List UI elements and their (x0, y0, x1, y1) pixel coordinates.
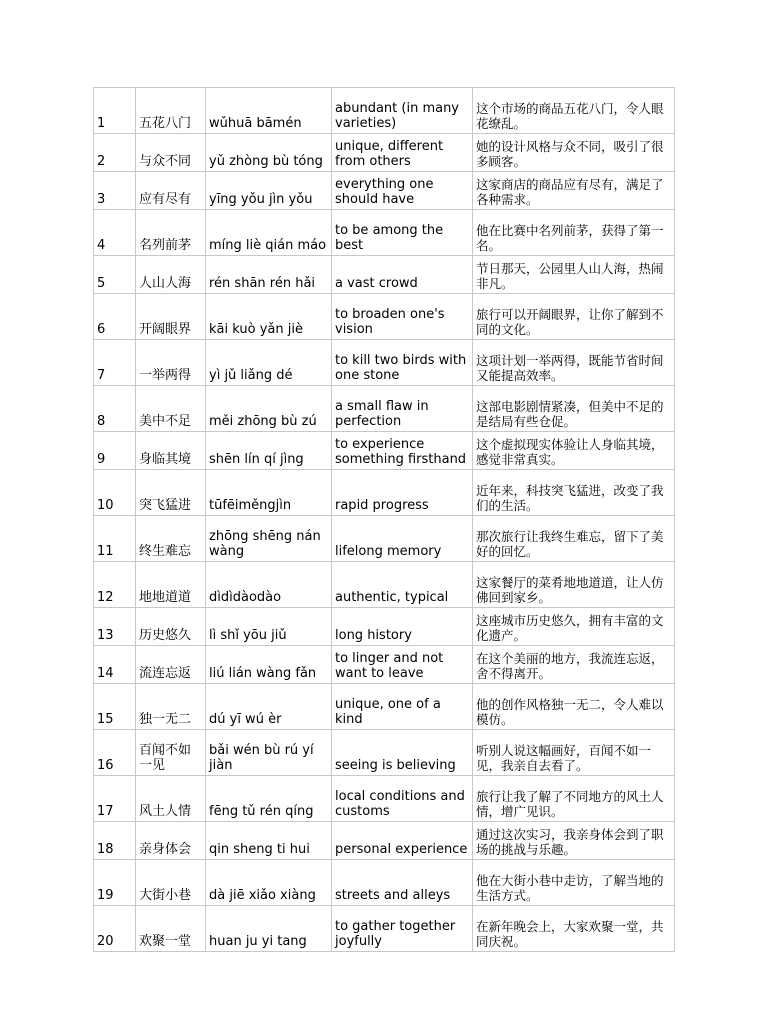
example-sentence-cell: 这家商店的商品应有尽有，满足了各种需求。 (473, 172, 675, 210)
idiom-cell: 风土人情 (136, 776, 206, 822)
english-meaning-cell: a vast crowd (332, 256, 473, 294)
english-meaning-cell: to experience something firsthand (332, 432, 473, 470)
table-row (94, 432, 675, 470)
idiom-table-container (93, 87, 675, 952)
example-sentence-cell: 听别人说这幅画好，百闻不如一见，我亲自去看了。 (473, 730, 675, 776)
row-number: 16 (94, 730, 136, 776)
row-number: 17 (94, 776, 136, 822)
english-meaning-cell: to kill two birds with one stone (332, 340, 473, 386)
row-number: 11 (94, 516, 136, 562)
english-meaning-cell: a small flaw in perfection (332, 386, 473, 432)
idiom-cell: 美中不足 (136, 386, 206, 432)
row-number: 19 (94, 860, 136, 906)
pinyin-cell: rén shān rén hǎi (206, 256, 332, 294)
pinyin-cell: tūfēiměngjìn (206, 470, 332, 516)
table-row (94, 822, 675, 860)
pinyin-cell: yǔ zhòng bù tóng (206, 134, 332, 172)
table-row (94, 172, 675, 210)
table-row (94, 386, 675, 432)
example-sentence-cell: 这个虚拟现实体验让人身临其境，感觉非常真实。 (473, 432, 675, 470)
idiom-cell: 流连忘返 (136, 646, 206, 684)
example-sentence-cell: 这座城市历史悠久，拥有丰富的文化遗产。 (473, 608, 675, 646)
example-sentence-cell: 在新年晚会上，大家欢聚一堂，共同庆祝。 (473, 906, 675, 952)
table-row (94, 210, 675, 256)
idiom-table-body (94, 88, 675, 952)
pinyin-cell: dú yī wú èr (206, 684, 332, 730)
idiom-cell: 开阔眼界 (136, 294, 206, 340)
row-number: 3 (94, 172, 136, 210)
row-number: 4 (94, 210, 136, 256)
idiom-cell: 终生难忘 (136, 516, 206, 562)
example-sentence-cell: 他在大街小巷中走访，了解当地的生活方式。 (473, 860, 675, 906)
idiom-table (93, 87, 675, 952)
row-number: 14 (94, 646, 136, 684)
example-sentence-cell: 那次旅行让我终生难忘，留下了美好的回忆。 (473, 516, 675, 562)
pinyin-cell: zhōng shēng nán wàng (206, 516, 332, 562)
example-sentence-cell: 旅行可以开阔眼界，让你了解到不同的文化。 (473, 294, 675, 340)
row-number: 7 (94, 340, 136, 386)
table-row (94, 860, 675, 906)
example-sentence-cell: 这个市场的商品五花八门，令人眼花缭乱。 (473, 88, 675, 134)
row-number: 6 (94, 294, 136, 340)
example-sentence-cell: 这项计划一举两得，既能节省时间又能提高效率。 (473, 340, 675, 386)
table-row (94, 776, 675, 822)
idiom-cell: 身临其境 (136, 432, 206, 470)
idiom-cell: 一举两得 (136, 340, 206, 386)
example-sentence-cell: 通过这次实习，我亲身体会到了职场的挑战与乐趣。 (473, 822, 675, 860)
row-number: 8 (94, 386, 136, 432)
english-meaning-cell: seeing is believing (332, 730, 473, 776)
pinyin-cell: fēng tǔ rén qíng (206, 776, 332, 822)
idiom-cell: 历史悠久 (136, 608, 206, 646)
row-number: 10 (94, 470, 136, 516)
english-meaning-cell: authentic, typical (332, 562, 473, 608)
english-meaning-cell: to gather together joyfully (332, 906, 473, 952)
table-row (94, 608, 675, 646)
english-meaning-cell: everything one should have (332, 172, 473, 210)
english-meaning-cell: abundant (in many varieties) (332, 88, 473, 134)
idiom-cell: 亲身体会 (136, 822, 206, 860)
row-number: 13 (94, 608, 136, 646)
pinyin-cell: míng liè qián máo (206, 210, 332, 256)
idiom-cell: 五花八门 (136, 88, 206, 134)
table-row (94, 730, 675, 776)
example-sentence-cell: 节日那天，公园里人山人海，热闹非凡。 (473, 256, 675, 294)
row-number: 15 (94, 684, 136, 730)
english-meaning-cell: rapid progress (332, 470, 473, 516)
pinyin-cell: shēn lín qí jìng (206, 432, 332, 470)
english-meaning-cell: streets and alleys (332, 860, 473, 906)
table-row (94, 256, 675, 294)
english-meaning-cell: long history (332, 608, 473, 646)
example-sentence-cell: 他的创作风格独一无二，令人难以模仿。 (473, 684, 675, 730)
table-row (94, 294, 675, 340)
table-row (94, 134, 675, 172)
pinyin-cell: dà jiē xiǎo xiàng (206, 860, 332, 906)
example-sentence-cell: 在这个美丽的地方，我流连忘返，舍不得离开。 (473, 646, 675, 684)
pinyin-cell: huan ju yi tang (206, 906, 332, 952)
english-meaning-cell: to be among the best (332, 210, 473, 256)
idiom-cell: 大街小巷 (136, 860, 206, 906)
english-meaning-cell: lifelong memory (332, 516, 473, 562)
idiom-cell: 独一无二 (136, 684, 206, 730)
row-number: 18 (94, 822, 136, 860)
pinyin-cell: dìdìdàodào (206, 562, 332, 608)
pinyin-cell: yīng yǒu jìn yǒu (206, 172, 332, 210)
table-row (94, 684, 675, 730)
example-sentence-cell: 她的设计风格与众不同，吸引了很多顾客。 (473, 134, 675, 172)
idiom-cell: 突飞猛进 (136, 470, 206, 516)
english-meaning-cell: personal experience (332, 822, 473, 860)
example-sentence-cell: 这部电影剧情紧凑，但美中不足的是结局有些仓促。 (473, 386, 675, 432)
example-sentence-cell: 他在比赛中名列前茅，获得了第一名。 (473, 210, 675, 256)
pinyin-cell: yì jǔ liǎng dé (206, 340, 332, 386)
pinyin-cell: bǎi wén bù rú yí jiàn (206, 730, 332, 776)
idiom-cell: 欢聚一堂 (136, 906, 206, 952)
idiom-cell: 人山人海 (136, 256, 206, 294)
row-number: 5 (94, 256, 136, 294)
pinyin-cell: qin sheng ti hui (206, 822, 332, 860)
english-meaning-cell: unique, one of a kind (332, 684, 473, 730)
pinyin-cell: kāi kuò yǎn jiè (206, 294, 332, 340)
english-meaning-cell: to broaden one's vision (332, 294, 473, 340)
table-row (94, 340, 675, 386)
row-number: 9 (94, 432, 136, 470)
table-row (94, 516, 675, 562)
table-row (94, 906, 675, 952)
example-sentence-cell: 近年来，科技突飞猛进，改变了我们的生活。 (473, 470, 675, 516)
row-number: 20 (94, 906, 136, 952)
table-row (94, 470, 675, 516)
row-number: 12 (94, 562, 136, 608)
pinyin-cell: wǔhuā bāmén (206, 88, 332, 134)
example-sentence-cell: 旅行让我了解了不同地方的风土人情，增广见识。 (473, 776, 675, 822)
idiom-cell: 地地道道 (136, 562, 206, 608)
example-sentence-cell: 这家餐厅的菜肴地地道道，让人仿佛回到家乡。 (473, 562, 675, 608)
pinyin-cell: liú lián wàng fǎn (206, 646, 332, 684)
english-meaning-cell: to linger and not want to leave (332, 646, 473, 684)
english-meaning-cell: unique, different from others (332, 134, 473, 172)
pinyin-cell: lì shǐ yōu jiǔ (206, 608, 332, 646)
idiom-cell: 百闻不如一见 (136, 730, 206, 776)
row-number: 2 (94, 134, 136, 172)
pinyin-cell: měi zhōng bù zú (206, 386, 332, 432)
row-number: 1 (94, 88, 136, 134)
table-row (94, 646, 675, 684)
idiom-cell: 名列前茅 (136, 210, 206, 256)
idiom-cell: 与众不同 (136, 134, 206, 172)
table-row (94, 562, 675, 608)
english-meaning-cell: local conditions and customs (332, 776, 473, 822)
table-row (94, 88, 675, 134)
idiom-cell: 应有尽有 (136, 172, 206, 210)
